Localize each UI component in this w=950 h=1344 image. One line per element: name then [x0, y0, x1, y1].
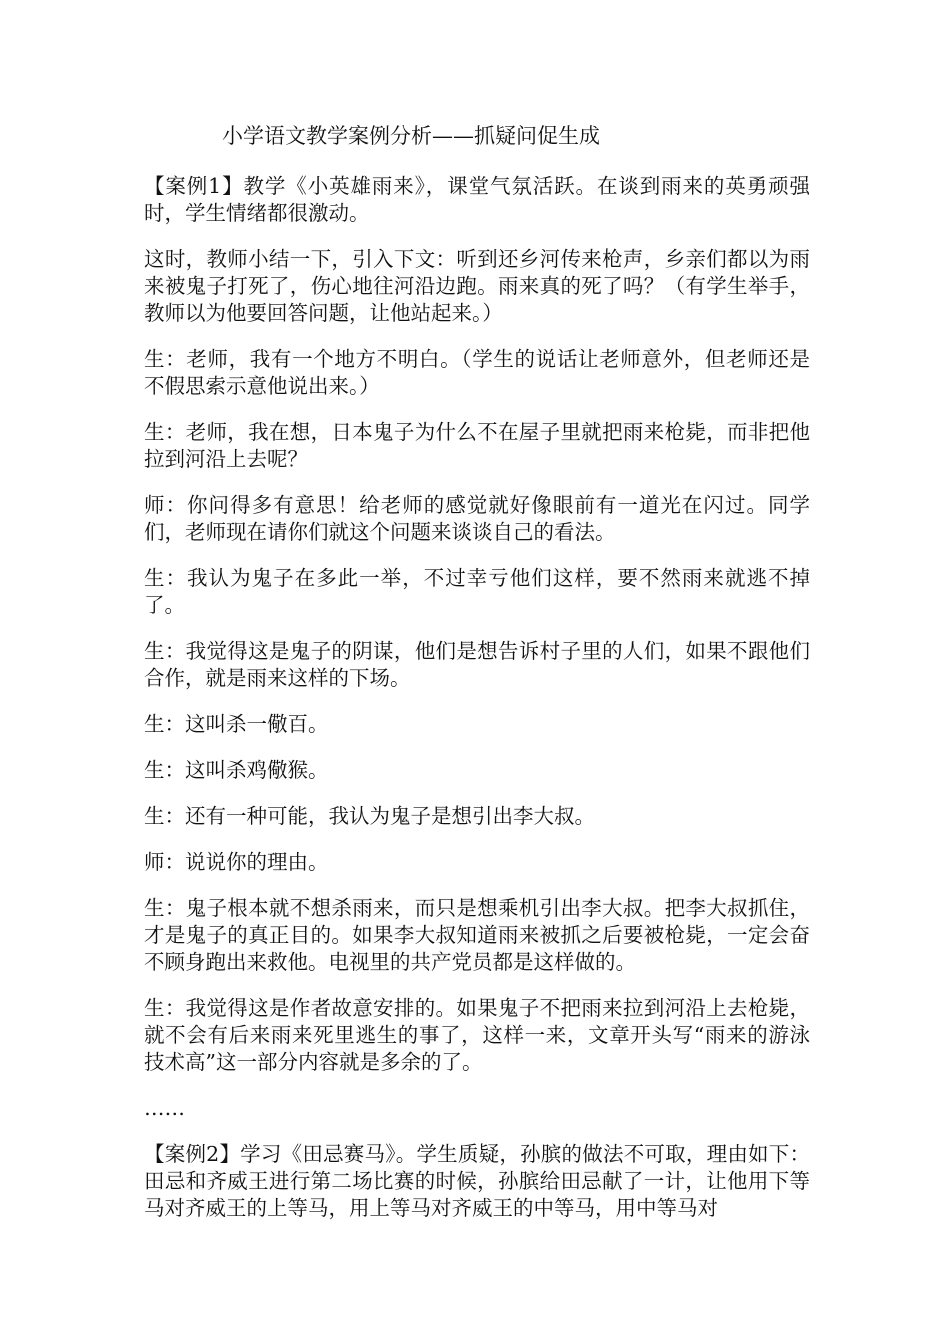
paragraph-teacher-prompt: 师：说说你的理由。	[144, 850, 329, 874]
document-body	[144, 173, 810, 1241]
paragraph-teacher-response: 师：你问得多有意思！给老师的感觉就好像眼前有一道光在闪过。同学们，老师现在请你们就这个问题来谈谈自己的看法。	[144, 493, 810, 544]
paragraph-student-answer-5: 生：还有一种可能，我认为鬼子是想引出李大叔。	[144, 804, 595, 828]
paragraph-student-question-detail: 生：老师，我在想，日本鬼子为什么不在屋子里就把雨来枪毙，而非把他拉到河沿上去呢？	[144, 420, 810, 471]
paragraph-student-answer-4: 生：这叫杀鸡儆猴。	[144, 758, 329, 782]
document-title: 小学语文教学案例分析——抓疑问促生成	[222, 124, 600, 148]
paragraph-student-question: 生：老师，我有一个地方不明白。（学生的说话让老师意外，但老师还是不假思索示意他说出来。）	[144, 347, 810, 398]
paragraph-student-author-intent: 生：我觉得这是作者故意安排的。如果鬼子不把雨来拉到河沿上去枪毙，就不会有后来雨来死里逃生的事了，这样一来，文章开头写“雨来的游泳技术高”这一部分内容就是多余的了。	[144, 996, 810, 1074]
paragraph-student-reason: 生：鬼子根本就不想杀雨来，而只是想乘机引出李大叔。把李大叔抓住，才是鬼子的真正目的。如果李大叔知道雨来被抓之后要被枪毙，一定会奋不顾身跑出来救他。电视里的共产党员都是这样做的。	[144, 896, 810, 974]
paragraph-student-answer-3: 生：这叫杀一儆百。	[144, 712, 329, 736]
paragraph-ellipsis: ……	[144, 1096, 185, 1120]
paragraph-student-answer-2: 生：我觉得这是鬼子的阴谋，他们是想告诉村子里的人们，如果不跟他们合作，就是雨来这样的下场。	[144, 639, 810, 690]
paragraph-student-answer-1: 生：我认为鬼子在多此一举，不过幸亏他们这样，要不然雨来就逃不掉了。	[144, 566, 810, 617]
paragraph-teacher-summary: 这时，教师小结一下，引入下文：听到还乡河传来枪声，乡亲们都以为雨来被鬼子打死了，伤心地往河沿边跑。雨来真的死了吗？（有学生举手，教师以为他要回答问题，让他站起来。）	[144, 247, 810, 325]
paragraph-case-2-intro: 【案例2】学习《田忌赛马》。学生质疑，孙膑的做法不可取，理由如下：田忌和齐威王进行第二场比赛的时候，孙膑给田忌献了一计，让他用下等马对齐威王的上等马，用上等马对齐威王的中等马，用中等马对	[144, 1142, 810, 1220]
paragraph-case-1-intro: 【案例1】教学《小英雄雨来》，课堂气氛活跃。在谈到雨来的英勇顽强时，学生情绪都很激动。	[144, 174, 810, 225]
